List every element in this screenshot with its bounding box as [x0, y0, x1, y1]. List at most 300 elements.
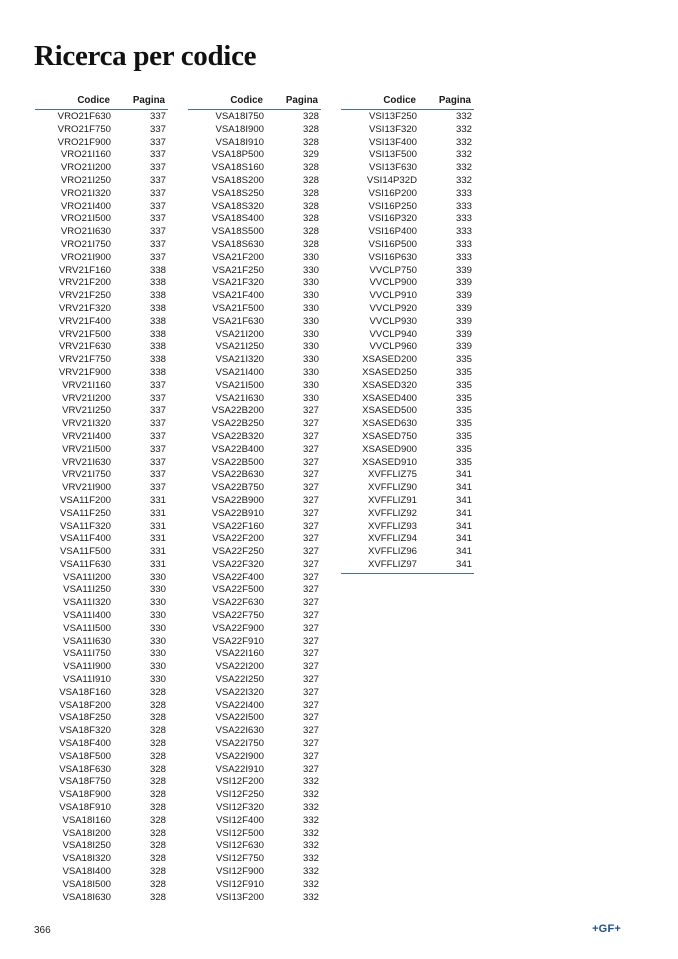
table-row [35, 341, 168, 354]
code-cell: VRV21F750 [58, 354, 111, 366]
code-cell: VRO21F630 [57, 111, 111, 122]
table-row [188, 149, 321, 162]
table-row [35, 648, 168, 661]
table-row [188, 329, 321, 342]
page-cell: 327 [302, 469, 319, 481]
table-row [341, 213, 474, 226]
table-row [188, 623, 321, 636]
code-cell: VSA18S160 [211, 162, 264, 174]
code-cell: VSA18S250 [211, 187, 264, 199]
page-cell: 341 [455, 494, 472, 506]
code-cell: VSI16P500 [368, 238, 417, 250]
page-cell: 330 [149, 648, 166, 660]
code-cell: VSA18F400 [59, 738, 111, 750]
table-row [35, 674, 168, 687]
code-cell: VSA21I400 [215, 366, 264, 378]
page-cell: 330 [302, 264, 319, 276]
page-cell: 332 [302, 789, 319, 801]
page-cell: 337 [149, 430, 166, 442]
code-cell: VVCLP930 [369, 315, 417, 327]
table-row [188, 776, 321, 789]
page-cell: 330 [149, 622, 166, 634]
table-row [35, 213, 168, 226]
page-cell: 330 [149, 635, 166, 647]
page-cell: 327 [302, 558, 319, 570]
page-cell: 327 [302, 661, 319, 673]
page-cell: 330 [302, 392, 319, 404]
code-cell: VSA22F250 [212, 546, 264, 558]
code-cell: VSI16P400 [368, 226, 417, 238]
table-row [188, 648, 321, 661]
page-cell: 339 [455, 264, 472, 276]
table-row [188, 892, 321, 905]
code-cell: VSI12F910 [215, 878, 264, 890]
table-row [35, 431, 168, 444]
code-cell: VSA18I910 [215, 136, 264, 148]
table-row [35, 546, 168, 559]
code-cell: VSA22F400 [212, 571, 264, 583]
code-cell: VSA11F200 [59, 494, 111, 506]
page-cell: 328 [302, 226, 319, 238]
table-row [35, 111, 168, 124]
table-row [188, 188, 321, 201]
page-cell: 328 [302, 213, 319, 225]
table-row [188, 380, 321, 393]
page-cell: 335 [455, 405, 472, 417]
page-cell: 333 [455, 238, 472, 250]
code-cell: VRV21F320 [58, 302, 111, 314]
code-cell: VRV21I750 [62, 469, 111, 481]
table-row [35, 380, 168, 393]
table-row [35, 329, 168, 342]
code-cell: VVCLP910 [369, 290, 417, 302]
code-cell: VSA18I320 [62, 853, 111, 865]
table-row [188, 111, 321, 124]
table-row [35, 584, 168, 597]
code-cell: VRV21F250 [58, 290, 111, 302]
column-end-rule [341, 573, 474, 574]
column-header [188, 94, 321, 110]
code-cell: VSI12F320 [215, 802, 264, 814]
table-row [341, 418, 474, 431]
page-cell: 330 [149, 610, 166, 622]
code-cell: VRO21I500 [60, 213, 111, 225]
table-row [35, 687, 168, 700]
table-row [35, 201, 168, 214]
code-cell: VSA21F320 [212, 277, 264, 289]
code-cell: VSA22B910 [211, 507, 264, 519]
table-row [341, 252, 474, 265]
table-row [35, 482, 168, 495]
table-row [35, 277, 168, 290]
code-cell: XSASED200 [362, 354, 417, 366]
table-row [188, 738, 321, 751]
code-cell: VSI13F500 [368, 149, 417, 161]
code-cell: VSA18I500 [62, 878, 111, 890]
table-row [35, 892, 168, 905]
header-page: Pagina [285, 95, 318, 107]
page-cell: 328 [149, 789, 166, 801]
code-cell: VSA11I400 [63, 610, 111, 622]
page-cell: 330 [149, 597, 166, 609]
table-row [341, 201, 474, 214]
table-row [188, 431, 321, 444]
page-cell: 338 [149, 264, 166, 276]
table-row [35, 712, 168, 725]
page-cell: 332 [302, 878, 319, 890]
page-cell: 328 [302, 238, 319, 250]
table-row [341, 431, 474, 444]
page-cell: 328 [149, 776, 166, 788]
table-row [188, 840, 321, 853]
table-row [35, 508, 168, 521]
page-cell: 331 [149, 546, 166, 558]
page-cell: 328 [149, 827, 166, 839]
page-cell: 332 [302, 866, 319, 878]
page-cell: 335 [455, 366, 472, 378]
page-cell: 330 [302, 302, 319, 314]
table-row [35, 239, 168, 252]
code-cell: VSA18S200 [211, 174, 264, 186]
page-cell: 329 [302, 149, 319, 161]
code-cell: VRV21I500 [62, 443, 111, 455]
table-row [188, 597, 321, 610]
code-cell: XVFFLIZ92 [367, 507, 417, 519]
header-code: Codice [383, 95, 416, 107]
page-cell: 337 [149, 392, 166, 404]
table-row [341, 508, 474, 521]
code-cell: VSI13F630 [368, 162, 417, 174]
page-cell: 332 [302, 802, 319, 814]
page-cell: 337 [149, 200, 166, 212]
table-row [188, 495, 321, 508]
page-cell: 328 [302, 162, 319, 174]
code-cell: VSA18F630 [59, 763, 111, 775]
page-cell: 327 [302, 405, 319, 417]
code-cell: VSA22I750 [215, 738, 264, 750]
table-row [35, 149, 168, 162]
table-row [35, 469, 168, 482]
code-cell: VSI16P200 [368, 187, 417, 199]
page-cell: 330 [302, 290, 319, 302]
page-cell: 327 [302, 674, 319, 686]
table-row [188, 700, 321, 713]
table-row [35, 354, 168, 367]
code-cell: VSA21F250 [212, 264, 264, 276]
table-row [341, 162, 474, 175]
page-cell: 333 [455, 251, 472, 263]
table-row [35, 457, 168, 470]
table-row [188, 725, 321, 738]
table-row [188, 303, 321, 316]
page-cell: 327 [302, 712, 319, 724]
table-row [188, 853, 321, 866]
table-row [341, 354, 474, 367]
page-cell: 337 [149, 213, 166, 225]
page-cell: 338 [149, 341, 166, 353]
code-cell: VRO21I400 [60, 200, 111, 212]
page-cell: 331 [149, 494, 166, 506]
code-cell: VSA18I750 [215, 111, 264, 122]
page-cell: 337 [149, 251, 166, 263]
table-row [341, 239, 474, 252]
table-row [341, 290, 474, 303]
code-cell: VSA22B630 [211, 469, 264, 481]
code-cell: VSA22I500 [215, 712, 264, 724]
code-cell: VRO21I320 [60, 187, 111, 199]
page-cell: 341 [455, 533, 472, 545]
page-cell: 332 [455, 174, 472, 186]
table-row [35, 725, 168, 738]
page-cell: 327 [302, 482, 319, 494]
code-cell: VSA21I500 [215, 379, 264, 391]
page-cell: 337 [149, 226, 166, 238]
page-cell: 327 [302, 699, 319, 711]
table-row [35, 226, 168, 239]
page-cell: 327 [302, 418, 319, 430]
code-column-3 [341, 94, 474, 574]
table-row [35, 840, 168, 853]
table-row [188, 533, 321, 546]
code-cell: VVCLP900 [369, 277, 417, 289]
page-cell: 333 [455, 226, 472, 238]
code-cell: VSI12F630 [215, 840, 264, 852]
table-row [341, 341, 474, 354]
code-cell: VSA18I200 [62, 827, 111, 839]
code-cell: VSA22F630 [212, 597, 264, 609]
page-cell: 337 [149, 123, 166, 135]
code-cell: VSA22I630 [215, 725, 264, 737]
table-row [35, 879, 168, 892]
table-row [341, 546, 474, 559]
table-row [35, 572, 168, 585]
table-row [188, 201, 321, 214]
code-cell: VVCLP960 [369, 341, 417, 353]
page-cell: 337 [149, 136, 166, 148]
table-row [35, 610, 168, 623]
code-cell: VSA18S320 [211, 200, 264, 212]
table-row [341, 380, 474, 393]
page-cell: 335 [455, 379, 472, 391]
page-cell: 335 [455, 354, 472, 366]
code-cell: VSA18F910 [59, 802, 111, 814]
table-row [188, 354, 321, 367]
code-cell: VSA21I200 [215, 328, 264, 340]
code-cell: XVFFLIZ97 [367, 558, 417, 570]
table-row [188, 636, 321, 649]
code-cell: VSA11I900 [63, 661, 111, 673]
page-cell: 337 [149, 162, 166, 174]
page-cell: 337 [149, 418, 166, 430]
column-header [341, 94, 474, 110]
page-cell: 327 [302, 648, 319, 660]
table-row [188, 418, 321, 431]
page-cell: 330 [149, 584, 166, 596]
table-row [35, 776, 168, 789]
table-row [188, 661, 321, 674]
page-cell: 327 [302, 546, 319, 558]
column-header [35, 94, 168, 110]
code-cell: VSI16P630 [368, 251, 417, 263]
table-row [188, 469, 321, 482]
page-cell: 332 [302, 776, 319, 788]
table-row [35, 764, 168, 777]
code-cell: VSA21F200 [212, 251, 264, 263]
code-cell: VSI12F500 [215, 827, 264, 839]
code-cell: VSA22F910 [212, 635, 264, 647]
table-row [188, 879, 321, 892]
code-cell: VSI16P320 [368, 213, 417, 225]
code-cell: VSA11I630 [63, 635, 111, 647]
page-cell: 337 [149, 187, 166, 199]
page-cell: 327 [302, 571, 319, 583]
page-cell: 327 [302, 507, 319, 519]
table-row [35, 521, 168, 534]
table-row [35, 290, 168, 303]
code-cell: VRV21F160 [58, 264, 111, 276]
header-page: Pagina [132, 95, 165, 107]
code-cell: XSASED910 [362, 456, 417, 468]
code-cell: VSA18I900 [215, 123, 264, 135]
code-cell: VSA22F500 [212, 584, 264, 596]
page-cell: 327 [302, 430, 319, 442]
code-cell: VRV21F630 [58, 341, 111, 353]
code-cell: VSA22F200 [212, 533, 264, 545]
table-row [188, 712, 321, 725]
code-cell: VSI13F250 [368, 111, 417, 122]
code-cell: VSA11I500 [63, 622, 111, 634]
page-cell: 337 [149, 405, 166, 417]
code-cell: VSI12F900 [215, 866, 264, 878]
table-row [35, 393, 168, 406]
code-cell: VSA18I400 [62, 866, 111, 878]
code-cell: VSA21F630 [212, 315, 264, 327]
code-cell: XVFFLIZ96 [367, 546, 417, 558]
header-code: Codice [230, 95, 263, 107]
page-cell: 337 [149, 456, 166, 468]
page-cell: 328 [302, 123, 319, 135]
page-cell: 328 [149, 853, 166, 865]
page-cell: 328 [302, 111, 319, 122]
code-cell: VSA11I320 [63, 597, 111, 609]
table-row [188, 508, 321, 521]
table-row [188, 546, 321, 559]
code-cell: VRV21F200 [58, 277, 111, 289]
page-cell: 328 [149, 738, 166, 750]
table-row [341, 175, 474, 188]
page-cell: 341 [455, 558, 472, 570]
table-row [341, 188, 474, 201]
code-cell: VSA22I910 [215, 763, 264, 775]
rows [188, 111, 321, 904]
page-cell: 327 [302, 494, 319, 506]
code-cell: VSA21I320 [215, 354, 264, 366]
table-row [35, 265, 168, 278]
table-row [188, 162, 321, 175]
page-cell: 330 [302, 366, 319, 378]
table-row [35, 303, 168, 316]
table-row [35, 700, 168, 713]
table-row [188, 393, 321, 406]
page-cell: 339 [455, 315, 472, 327]
code-cell: VSA18I160 [62, 814, 111, 826]
page-cell: 338 [149, 290, 166, 302]
table-row [341, 482, 474, 495]
code-cell: VSI12F200 [215, 776, 264, 788]
table-row [341, 316, 474, 329]
code-cell: VRO21I160 [60, 149, 111, 161]
page-number: 366 [34, 925, 51, 936]
page-cell: 333 [455, 187, 472, 199]
code-cell: VSA11F400 [59, 533, 111, 545]
page-cell: 331 [149, 533, 166, 545]
table-row [341, 111, 474, 124]
table-row [35, 418, 168, 431]
code-cell: VRV21I250 [62, 405, 111, 417]
table-row [35, 188, 168, 201]
page-cell: 330 [302, 328, 319, 340]
page-cell: 328 [149, 891, 166, 903]
code-cell: VSA21I250 [215, 341, 264, 353]
table-row [35, 495, 168, 508]
page-cell: 330 [302, 277, 319, 289]
page-cell: 328 [149, 750, 166, 762]
table-row [35, 751, 168, 764]
code-cell: XSASED750 [362, 430, 417, 442]
code-cell: VSA22F900 [212, 622, 264, 634]
code-cell: VSA18F900 [59, 789, 111, 801]
code-cell: VRV21F400 [58, 315, 111, 327]
table-row [188, 572, 321, 585]
page-cell: 327 [302, 622, 319, 634]
page-cell: 341 [455, 520, 472, 532]
code-cell: VRO21F750 [57, 123, 111, 135]
page-cell: 330 [149, 674, 166, 686]
table-row [35, 661, 168, 674]
page-cell: 333 [455, 200, 472, 212]
page-cell: 332 [455, 162, 472, 174]
table-row [35, 252, 168, 265]
page-cell: 327 [302, 686, 319, 698]
table-row [188, 674, 321, 687]
table-row [341, 521, 474, 534]
page-cell: 337 [149, 149, 166, 161]
code-cell: VVCLP750 [369, 264, 417, 276]
table-row [188, 213, 321, 226]
code-cell: VSA22I200 [215, 661, 264, 673]
code-cell: VSA22F750 [212, 610, 264, 622]
table-row [35, 738, 168, 751]
table-row [341, 149, 474, 162]
code-column-2 [188, 94, 321, 904]
table-row [188, 290, 321, 303]
page-cell: 332 [302, 891, 319, 903]
table-row [341, 303, 474, 316]
page-cell: 335 [455, 443, 472, 455]
code-cell: VRO21I630 [60, 226, 111, 238]
table-row [35, 636, 168, 649]
page-cell: 331 [149, 507, 166, 519]
page-cell: 328 [149, 802, 166, 814]
code-cell: VRO21I750 [60, 238, 111, 250]
table-row [188, 252, 321, 265]
code-cell: VSA18F500 [59, 750, 111, 762]
table-row [341, 457, 474, 470]
code-cell: XVFFLIZ91 [367, 494, 417, 506]
code-cell: VSA18I250 [62, 840, 111, 852]
code-cell: XVFFLIZ90 [367, 482, 417, 494]
code-cell: XSASED320 [362, 379, 417, 391]
